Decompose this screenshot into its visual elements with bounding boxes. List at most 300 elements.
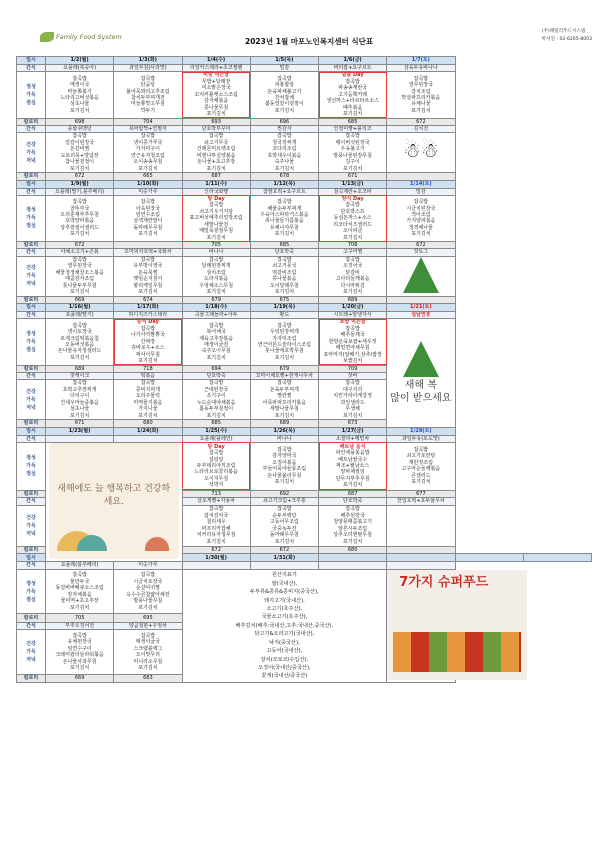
menu-item: 누드순대야채볶음 [196,399,236,406]
snack-cell: 목바람짝+연필자 [114,125,182,132]
menu-item: 치커리유자청무침 [196,532,236,539]
label-line: 정성 [26,455,36,462]
menu-item: 쇠고기우거지탕 [199,208,234,215]
meal-cell [46,319,114,365]
origin-item: 낙지(중국산), [268,639,300,646]
meal-cell [319,505,387,546]
menu-item: 포기김치 [342,538,363,545]
menu-item: 호박양파볶음 [65,218,95,225]
menu-item: 봄동얼갈이겉절이 [265,101,304,108]
menu-item: 삼색계란말이 [133,218,163,225]
snack-row [17,312,592,319]
menu-item: 잡곡밥 [208,322,224,329]
menu-item: 잡곡밥 [140,325,156,332]
menu-item: 우육야스파라거스볶음 [260,212,309,219]
menu-item: 잡곡밥 [345,133,360,140]
menu-item: 잡곡밥 [277,256,292,263]
theme-day-label: 탕 Day [207,195,225,202]
row-label: 칼로리 [17,365,46,372]
date-cell [523,554,591,562]
menu-item: 참치두부찌개전 [130,94,165,101]
menu-item: 잡곡밥 [413,75,429,82]
kcal-cell: 687 [182,173,250,180]
kcal-cell: 671 [319,173,387,180]
meal-cell [319,256,387,296]
date-cell: 1/16(월) [46,304,114,312]
menu-item: 잡곡밥 [208,450,224,457]
label-line: 저녁 [26,657,36,664]
row-label [17,569,46,614]
menu-item: 코다리조림 [272,146,297,153]
origin-item: 두부류&콩류&콩비지(중국산), [249,589,319,596]
meal-cell [319,442,387,490]
menu-item: 포기김치 [274,412,295,419]
theme-day-label: 중식 Day [136,319,159,326]
menu-item: 파송송계란국 [338,85,368,92]
menu-item: 잡곡밥 [345,202,360,209]
lunch-row [17,72,592,118]
menu-item: 불어묵꽈리고추조림 [126,88,170,95]
snack-cell: 꼬마피자호떡+국화차 [114,249,182,256]
kcal-cell: 696 [250,118,318,125]
menu-item: 포기김치 [138,358,158,365]
menu-item: 느타리고버섯볶음 [60,94,99,101]
superfood-poster [387,570,527,680]
menu-item: 숙주나물 [274,159,295,166]
row-label: 간식 [17,312,46,319]
menu-item: 포기김치 [69,664,90,671]
menu-item: 어묵파파프리카볶음 [262,399,307,406]
row-label: 일시 [17,554,46,562]
menu-item: 피홍합탕 [274,82,295,89]
meal-cell [250,195,318,241]
menu-item: 포기김치 [274,289,295,296]
menu-item: 포기김치 [342,289,363,296]
menu-item: 동걸비바베큐소스조림 [55,585,104,592]
menu-item: 포기김치 [69,412,90,419]
menu-item: 임연수조림 [135,212,160,219]
row-label: 간식 [17,372,46,379]
menu-item: 잡곡밥 [72,256,87,263]
menu-item: 잡곡밥 [413,446,429,453]
menu-item: 콘샐러드 [411,472,431,479]
row-label [17,442,46,490]
row-label: 칼로리 [17,420,46,427]
menu-item: 잡곡밥 [140,572,156,579]
date-cell: 1/20(금) [319,304,387,312]
menu-item: 돈육파채불고기 [267,88,302,95]
date-cell: 1/30(월) [182,554,250,562]
snack-cell: 인절미빵+블리코 [319,125,387,132]
menu-item: 잡곡밥 [72,199,87,206]
center-info: (주)패밀리푸드시스템 박서연 : 02-6205-8003 [541,29,592,42]
tree-icon [403,257,439,293]
date-cell: 1/25(수) [182,427,250,435]
menu-item: 포기김치 [274,538,295,545]
menu-item: 포기김치 [206,165,226,172]
menu-item: 상추겉절이샐러드 [60,224,99,231]
label-line: 가득 [26,149,36,156]
snack-cell: 밀감 [250,65,318,72]
date-cell [455,554,523,562]
snack-cell: 미숫가루 [114,562,182,569]
label-line: 점심 [26,223,36,230]
snack-cell: 김치전 [387,125,455,132]
menu-item: 포기김치 [69,604,90,611]
menu-item: 섬초나물 [69,101,90,108]
leaf-icon [40,32,54,42]
menu-item: 짜사이무침 [135,351,160,358]
menu-item: 유채나샤무침 [269,224,299,231]
menu-item: 잡곡밥 [140,632,156,639]
snack-cell: 한입호떡+호두율무차 [387,498,455,505]
menu-item: 도토리묵+양념장 [60,152,99,159]
menu-item: 치킨가라아게강정 [333,393,372,400]
row-label: 간식 [17,65,46,72]
menu-item: 파인애플볶음밥 [335,450,370,457]
row-label: 칼로리 [17,490,46,498]
menu-item: 옥수수콘참얇아채전 [126,591,170,598]
menu-item: 베트남쌀국수 [338,456,368,463]
menu-item: 칠리새우 [206,519,226,526]
menu-item: 잡곡밥 [72,75,87,82]
menu-item: 포기김치 [206,354,226,361]
kcal-cell: 708 [319,242,387,249]
menu-item: 포기김치 [411,479,431,486]
snack-cell: 찐감자 [250,125,318,132]
menu-item: 오동버섯볶음 [65,341,95,348]
meal-cell [46,569,114,614]
snack-row [17,65,592,72]
menu-item: 오징어국 [342,263,363,270]
row-label: 칼로리 [17,242,46,249]
menu-item: 세발나물무침 [269,406,299,413]
menu-item: 얼갈이된장국 [65,139,95,146]
kcal-cell: 671 [46,420,114,427]
date-cell: 1/9(월) [46,180,114,188]
menu-item: 생선까스+타르타르소스 [326,98,379,105]
label-line: 저녁 [26,157,36,164]
menu-item: 콩나물볶음 [272,276,297,283]
snack-row [17,435,592,442]
kcal-cell: 698 [46,118,114,125]
snack-row [17,188,592,195]
kcal-cell: 685 [250,242,318,249]
menu-item: 청경채나물 [408,224,433,231]
meal-cell [387,195,455,241]
menu-item: 오이지무침 [204,475,229,482]
meal-cell [114,256,182,296]
menu-item: 포기김치 [206,289,226,296]
meal-cell [250,380,318,420]
menu-item: 호박새우이볶음 [267,152,302,159]
menu-item: 오리주물럭 [135,393,160,400]
menu-item: 섬초나물 [69,406,90,413]
snack-cell: 떡볶음 [114,372,182,379]
label-line: 가득 [26,522,36,529]
label-line: 저녁 [26,281,36,288]
label-line: 가득 [26,215,36,222]
menu-item: 숙주오이무침 [201,348,231,355]
snack-cell: 바나나 [182,249,250,256]
kcal-cell: 693 [182,118,250,125]
snack-cell [387,562,455,569]
menu-item: 닭갈비 [345,269,360,276]
menu-item: 포기김치 [138,289,158,296]
menu-item: 쇠고기토란탕 [406,453,436,460]
kcal-cell: 680 [114,420,182,427]
menu-item: 메밀묵겉절무침 [199,228,234,235]
snack-cell: 요플레(플레인) [182,435,250,442]
poster-title: 7가지 슈퍼푸드 [399,574,489,590]
menu-item: 포기김치 [206,234,226,241]
menu-item: 배추볶음 [342,104,363,111]
menu-item: 포기김치 [274,354,295,361]
menu-item: 유부벙이영국 [133,263,163,270]
dinner-row [17,256,592,296]
menu-item: 포기김치 [138,604,158,611]
menu-item: 콩비지찌개 [135,386,160,393]
menu-item: 매생이굴국 [135,639,160,646]
snack-cell [182,562,250,569]
meal-cell [182,72,250,118]
label-line: 가득 [26,588,36,595]
snack-cell: 허디지즈카스테라 [114,312,182,319]
row-label: 일시 [17,57,46,65]
snack-cell: 찻토그 [387,249,455,256]
meal-cell [182,442,250,490]
menu-item: 유채나물 [411,101,431,108]
meal-cell [182,505,250,546]
menu-item: 할리케일무침 [133,282,163,289]
snowman-icon: ☃☃ [402,137,439,162]
snack-cell: 살로게빵+자몽차 [182,498,250,505]
meal-cell [250,133,318,173]
date-cell: 1/31(화) [250,554,318,562]
date-cell: 1/13(금) [319,180,387,188]
poster-cell [387,569,489,682]
kcal-cell: 694 [182,365,250,372]
meal-cell [319,380,387,420]
menu-item: 느타리브로콜리볶음 [194,469,238,476]
menu-item: 가자미구이 [135,146,160,153]
kcal-cell: 705 [46,614,114,622]
row-label: 간식 [17,622,46,629]
menu-item: 적어조림 [411,212,431,219]
kcal-cell: 704 [114,118,182,125]
snack-cell: 시트레+알탱자식 [319,312,387,319]
kcal-cell: 677 [387,490,455,498]
menu-item: 고사리들깨볶음 [335,276,370,283]
menu-item: 포기김치 [138,165,158,172]
menu-item: 깍두기 [140,107,156,114]
menu-item: 배추들깨국 [340,332,365,339]
menu-item: 우렁된장찌개 [269,329,299,336]
origin-item: 소고기(호주산), [266,606,303,613]
snack-row [17,562,592,569]
food-strip-icon [393,632,521,672]
row-label: 간식 [17,498,46,505]
menu-item: 청국장찌개 [272,139,297,146]
row-label: 간식 [17,125,46,132]
dinner-row [17,133,592,173]
menu-item: 포기김치 [411,107,431,114]
menu-item: 포기김치 [274,165,295,172]
menu-item: 김구이 [345,159,360,166]
menu-item: 연근유자청조림 [130,152,165,159]
menu-item: 포기김치 [342,482,363,489]
menu-item: 물만두국 [69,578,90,585]
label-line: 저녁 [26,404,36,411]
snack-cell: 종합쉬맥탕 [46,125,114,132]
menu-item: 잡곡밥 [277,75,292,82]
row-label: 간식 [17,562,46,569]
meal-cell [250,442,318,490]
meal-cell [250,256,318,296]
theme-day-label: 쉼돌 Day [341,72,364,79]
meal-cell [114,630,182,675]
menu-item: 마늘쫑볶기 [67,88,92,95]
menu-item: 순살야귀찜 [135,585,160,592]
menu-item: 배추된장국 [340,512,365,519]
snack-cell: 고구마찜 [319,249,387,256]
origin-item: 닭고기&오리고기(국내산), [254,631,315,638]
kcal-cell: 683 [114,674,182,682]
menu-item: 방풍나물된장무침 [333,152,372,159]
label-line: 건강 [26,265,36,272]
menu-item: 포기김치 [69,231,90,238]
menu-item: 포기김치 [69,107,90,114]
snack-cell: 단호박죽 [250,249,318,256]
menu-item: 포기김치 [138,664,158,671]
empty-cell [387,505,455,546]
menu-item: 설렁탕 [208,456,224,463]
meal-cell [319,133,387,173]
menu-item: 시금치된장국 [406,205,436,212]
menu-item: 돈나물유자청샐러드 [57,348,102,355]
menu-item: 잡곡밥 [345,78,360,85]
menu-item: 콩나물무침 [204,104,229,111]
menu-item: 고기듬뿍카레 [338,91,368,98]
header [40,28,592,54]
menu-item: 포기김치 [69,354,90,361]
menu-item: 우엉채소스무침 [199,282,234,289]
menu-item: 포마마지(알배기,상추/쌈장 [323,351,382,358]
menu-item: 북어채국 [206,329,226,336]
menu-item: 근대된장국 [204,386,229,393]
label-line: 점심 [26,471,36,478]
meal-cell [182,195,250,241]
kcal-cell: 672 [387,242,455,249]
menu-item: 물미역+초고추장 [60,598,99,605]
snack-cell [114,435,182,442]
meal-cell [182,319,250,365]
menu-item: 호박고추장찌개 [62,386,97,393]
menu-item: 취나물들기름볶음 [265,218,304,225]
meal-cell [319,195,387,241]
menu-item: 비엔나투실양볶음 [196,152,236,159]
menu-item: 돈나물사과무침 [62,658,97,665]
meal-cell [387,442,455,490]
menu-item: 잡곡밥 [140,256,156,263]
menu-item: 잡곡밥 [208,256,224,263]
menu-item: 열무된장국 [408,82,433,89]
snack-cell [319,562,387,569]
label-line: 건강 [26,514,36,521]
row-label [17,630,46,675]
snack-cell: 양곰철판+우엉차 [114,622,182,629]
date-cell [319,554,387,562]
date-cell: 1/21(토) [387,304,455,312]
menu-item: 세발나물전 [204,221,229,228]
date-cell: 1/12(목) [250,180,318,188]
origin-item: 갈치(모로코/수입산), [260,656,309,663]
origin-item: 꽃게(국내산/중국산) [261,673,308,680]
snack-cell: 과일부침(사과맛) [114,65,182,72]
menu-item: 잡곡밥 [140,133,156,140]
meal-cell [114,569,182,614]
menu-item: 포기김치 [206,111,226,118]
menu-item: 궁중녹두전 [272,525,297,532]
kcal-cell: 673 [319,420,387,427]
meal-cell [114,195,182,241]
menu-item: 다시마튀김 [340,282,365,289]
date-cell: 1/24(화) [114,427,182,435]
menu-item: 쇠고기무국 [204,139,229,146]
menu-item: 멸란찜 [277,393,292,400]
kcal-cell: 672 [387,118,455,125]
menu-item: 간짜장 [140,338,156,345]
snack-cell: 리얼카스테라+초코젤렌 [182,65,250,72]
meal-cell [46,256,114,296]
date-cell: 1/27(금) [319,427,387,435]
date-row [17,180,592,188]
row-label: 칼로리 [17,614,46,622]
kcal-cell: 689 [46,365,114,372]
row-label [17,380,46,420]
label-line: 가득 [26,91,36,98]
row-label: 간식 [17,249,46,256]
date-row [17,304,592,312]
menu-item: 열무된장국 [67,263,92,270]
kcal-cell: 672 [46,173,114,180]
label-line: 점심 [26,346,36,353]
menu-table [16,56,592,683]
menu-item: 아욱된장국 [135,205,160,212]
label-line: 건강 [26,641,36,648]
snack-cell: 바나나 [250,435,318,442]
newyear-cell [387,319,455,427]
date-row [17,427,592,435]
menu-item: 냉이콩가루국 [133,139,163,146]
kcal-cell [387,173,455,180]
menu-item: 포기김치 [342,111,363,118]
kcal-row [17,420,592,427]
row-label [17,133,46,173]
meal-cell [46,72,114,118]
snack-cell: 삼육두유바나나 [387,65,455,72]
lunch-row [17,195,592,241]
date-cell: 1/11(수) [182,180,250,188]
menu-item: 미소맑은장국 [201,85,231,92]
menu-item: 잡곡밥 [277,133,292,140]
menu-item: 한방돈육보쌈+새우젓 [328,338,377,345]
menu-item: 휴바로우+소스 [131,345,165,352]
date-cell: 1/28(토) [387,427,455,435]
meal-cell [114,72,182,118]
menu-item: 로제크림떡볶음칩 [60,335,99,342]
menu-item: 오이맛무리 [135,652,160,659]
